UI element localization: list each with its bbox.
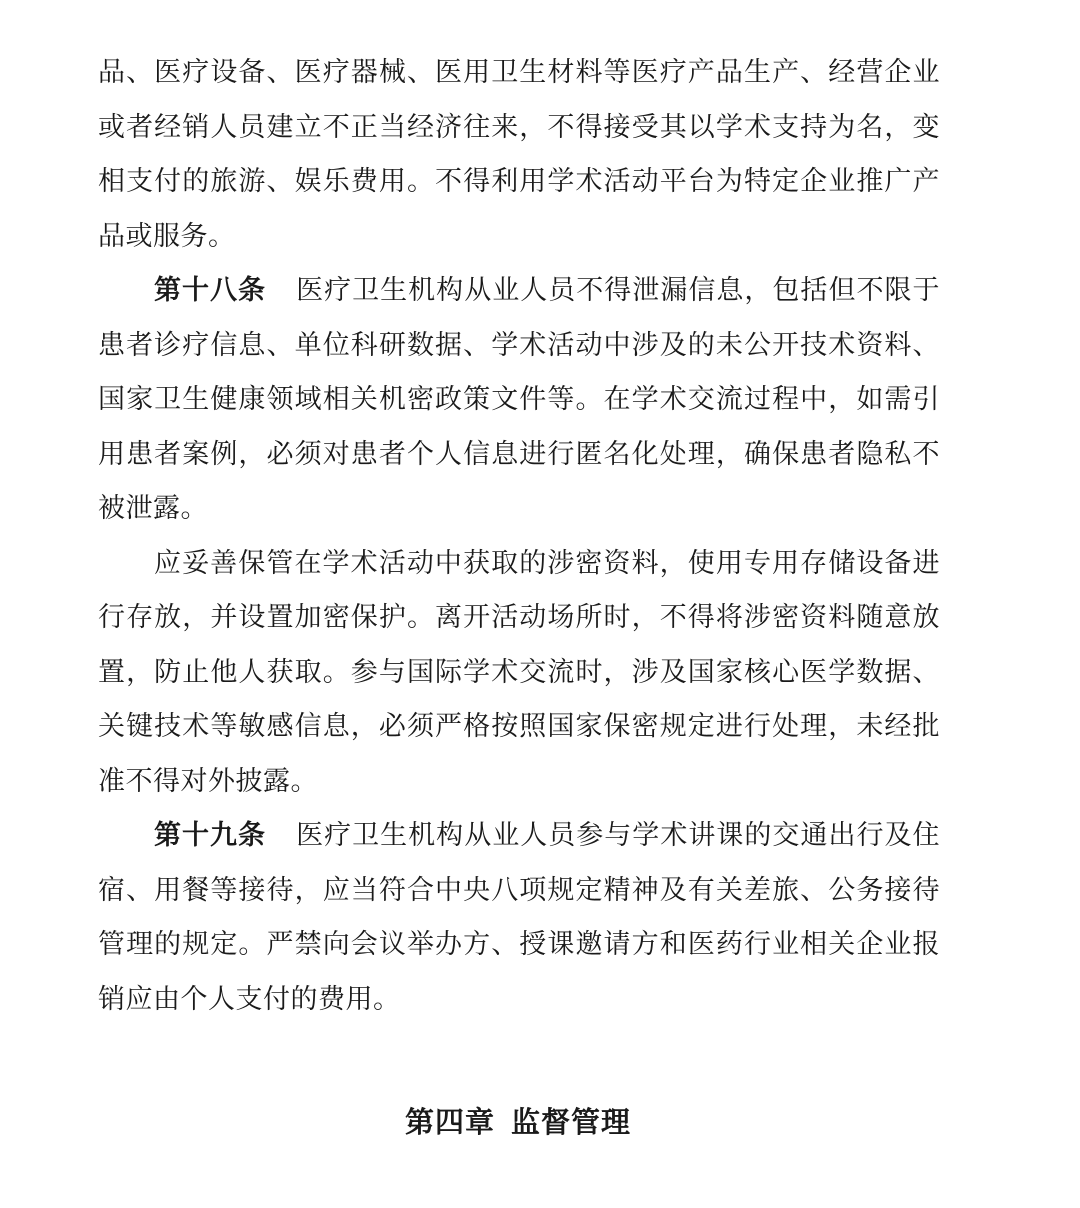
chapter-heading (0, 1100, 1036, 1141)
chapter-title: 监督管理 (511, 1105, 632, 1139)
article-18 (98, 264, 940, 537)
article-19 (98, 809, 940, 1027)
article-19-text: 医疗卫生机构从业人员参与学术讲课的交通出行及住宿、用餐等接待，应当符合中央八项规定精神及有关差旅、公务接待管理的规定。严禁向会议举办方、授课邀请方和医药行业相关企业报销应由个人支付的费用。 (98, 820, 941, 1015)
chapter-number: 第四章 (404, 1105, 495, 1139)
article-18-text: 医疗卫生机构从业人员不得泄漏信息，包括但不限于患者诊疗信息、单位科研数据、学术活动中涉及的未公开技术资料、国家卫生健康领域相关机密政策文件等。在学术交流过程中，如需引用患者案例，必须对患者个人信息进行匿名化处理，确保患者隐私不被泄露。 (98, 275, 941, 524)
article-18-paragraph-2: 应妥善保管在学术活动中获取的涉密资料，使用专用存储设备进行存放，并设置加密保护。离开活动场所时，不得将涉密资料随意放置，防止他人获取。参与国际学术交流时，涉及国家核心医学数据、关键技术等敏感信息，必须严格按照国家保密规定进行处理，未经批准不得对外披露。 (98, 547, 940, 797)
article-18-label: 第十八条 (154, 275, 267, 306)
article-19-label: 第十九条 (154, 820, 267, 851)
document-body (98, 46, 940, 1027)
paragraph-continuation: 品、医疗设备、医疗器械、医用卫生材料等医疗产品生产、经营企业或者经销人员建立不正当经济往来，不得接受其以学术支持为名，变相支付的旅游、娱乐费用。不得利用学术活动平台为特定企业推广产品或服务。 (98, 57, 940, 252)
